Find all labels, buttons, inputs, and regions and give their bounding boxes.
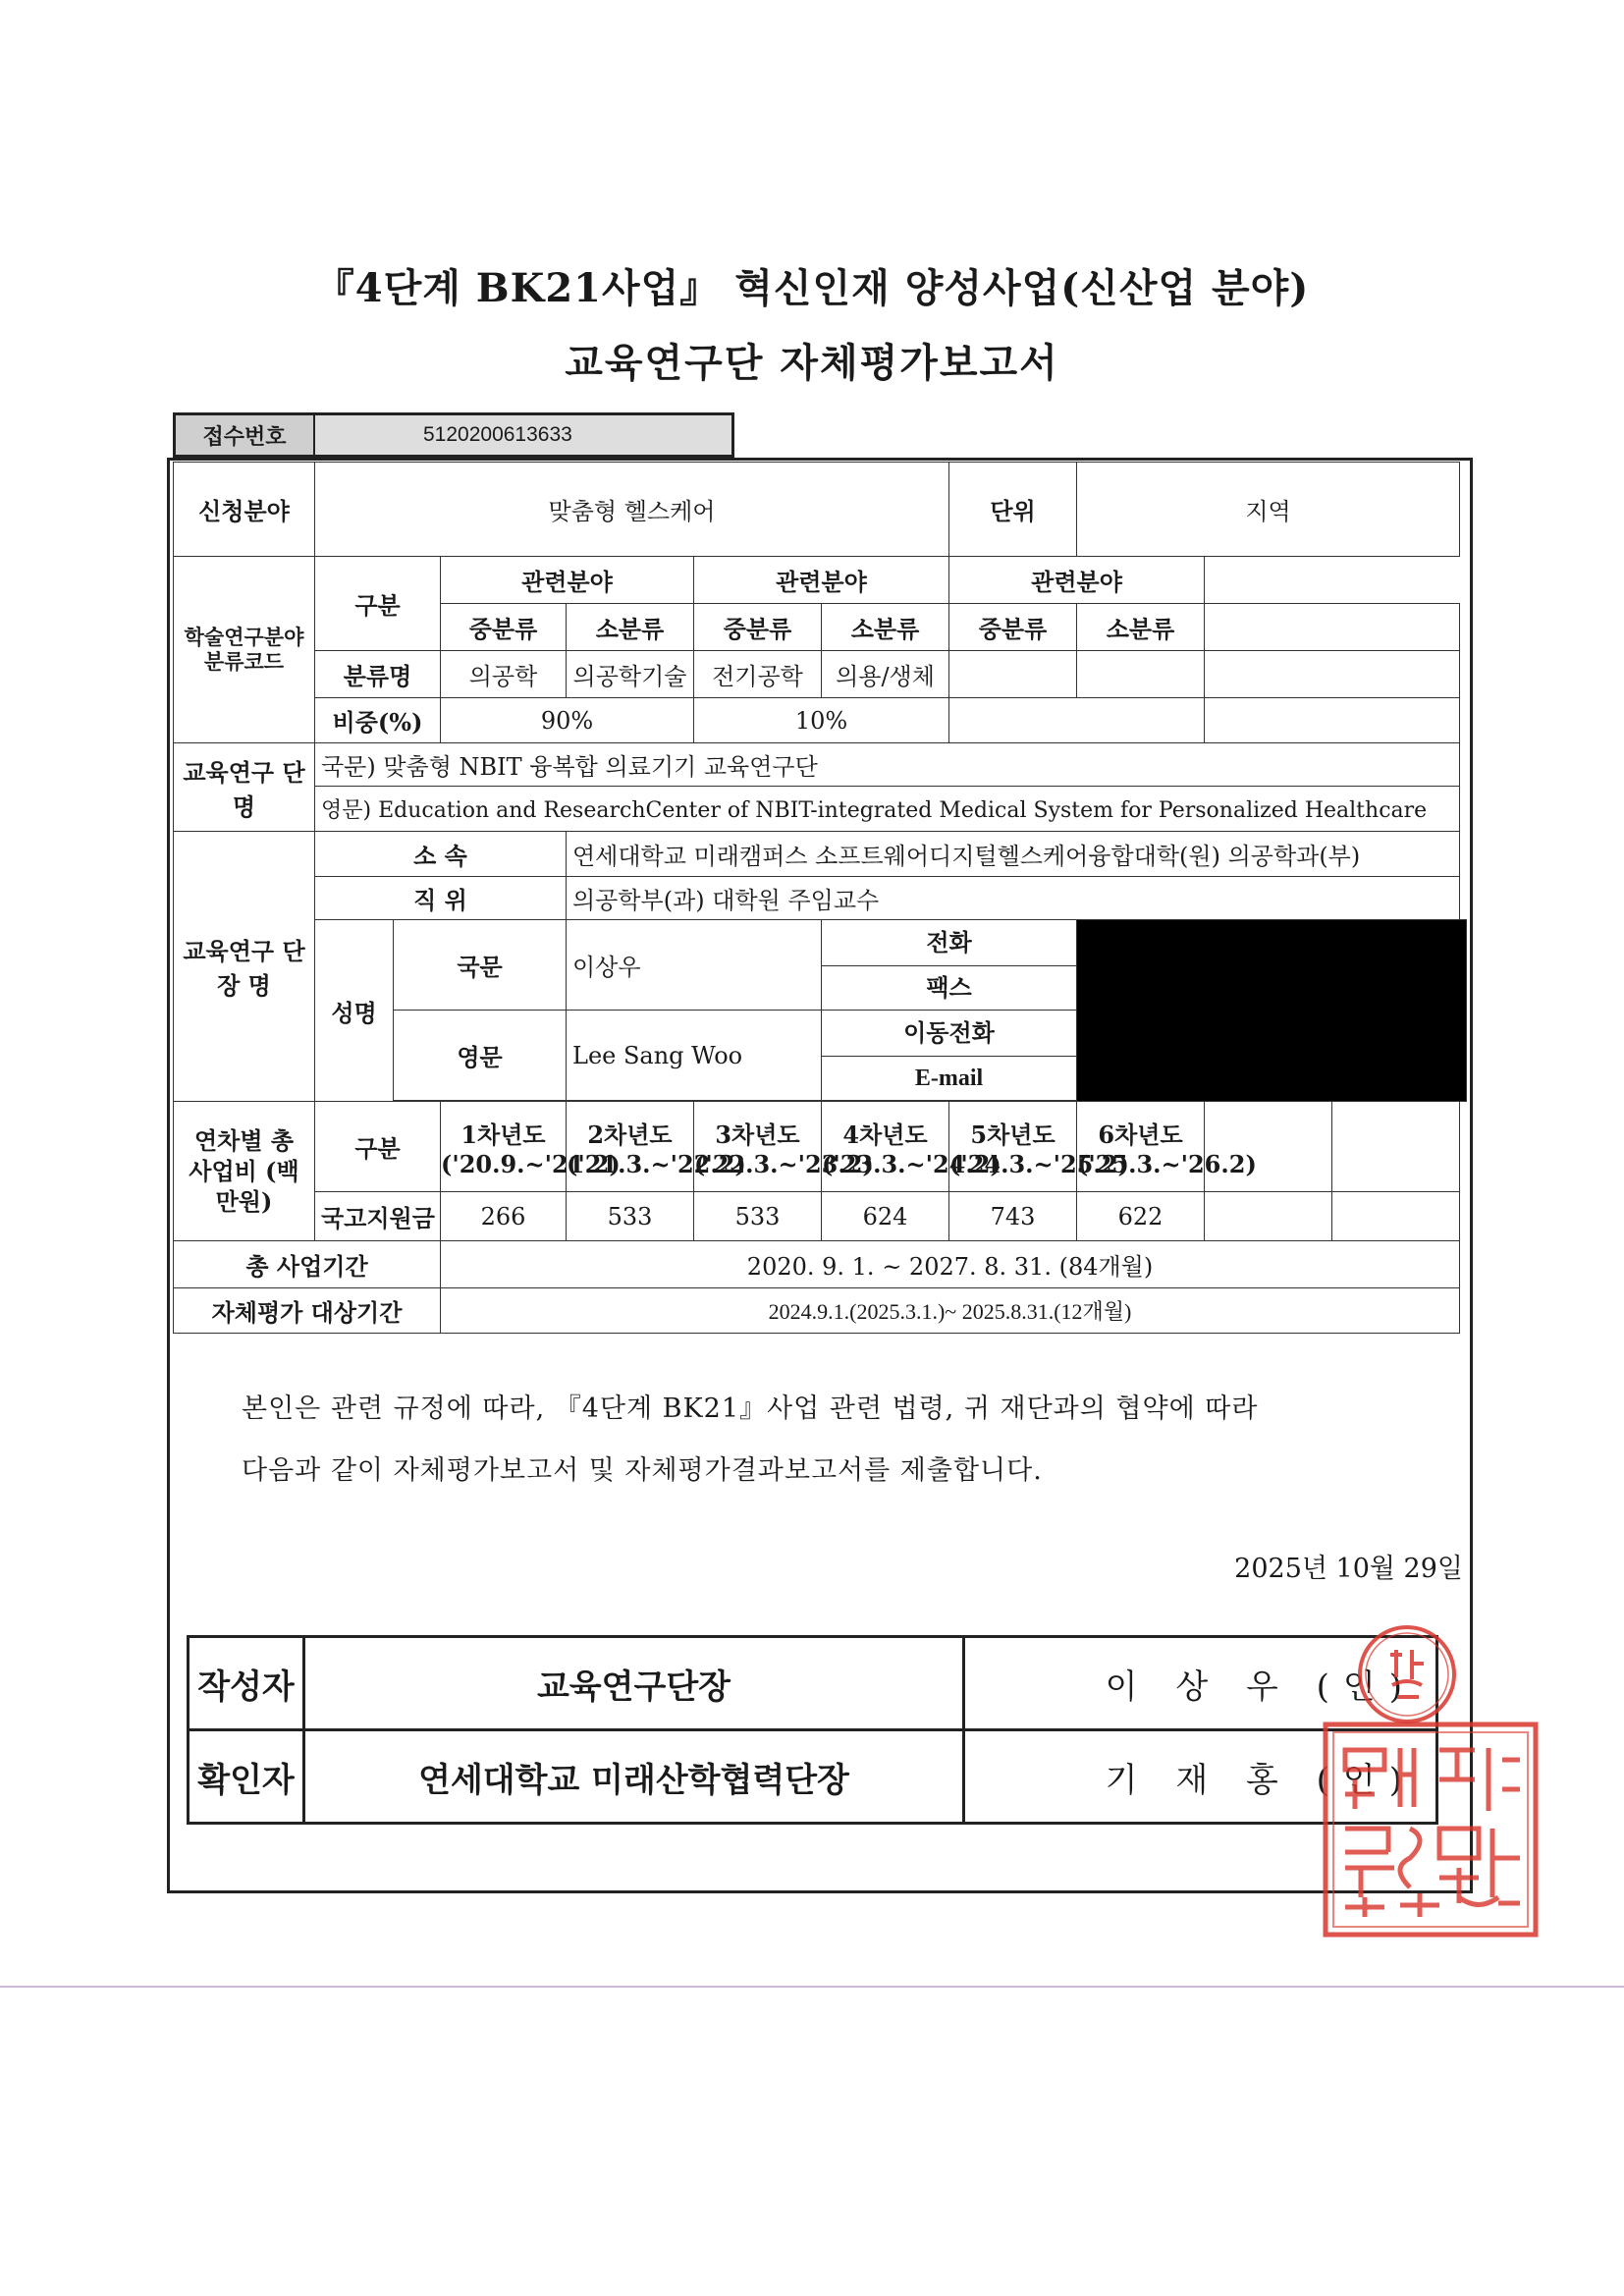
redacted-contact-block [1077,920,1467,1102]
funding-pad [1332,1192,1460,1241]
ratio-label: 비중(%) [315,698,441,743]
eval-period-value: 2024.9.1.(2025.3.1.)~ 2025.8.31.(12개월) [441,1288,1460,1334]
affiliation-label: 소 속 [315,832,567,877]
ratio-value: 90% [441,698,694,743]
group-name-korean: 국문) 맞춤형 NBIT 융복합 의료기기 교육연구단 [315,743,1460,787]
funding-value: 622 [1077,1192,1205,1241]
classification-label: 학술연구분야 분류코드 [174,557,315,743]
affiliation-value: 연세대학교 미래캠퍼스 소프트웨어디지털헬스케어융합대학(원) 의공학과(부) [567,832,1460,877]
receipt-value: 5120200613633 [315,415,731,455]
confirmer-title: 연세대학교 미래산학협력단장 [304,1730,964,1824]
ratio-pad [1205,698,1460,743]
document-title: 『4단계 BK21사업』 혁신인재 양성사업(신산업 분야) [314,265,1310,311]
year-pad [1332,1102,1460,1192]
year-4: 4차년도 ('23.3.~'24.2) [822,1102,949,1192]
class-pad [1205,604,1460,651]
class-name: 의공학기술 [567,651,694,698]
total-period-value: 2020. 9. 1. ~ 2027. 8. 31. (84개월) [441,1241,1460,1288]
class-name: 의공학 [441,651,567,698]
position-label: 직 위 [315,877,567,920]
contact-labels-1 [822,920,1077,1011]
confirmer-name: 기 재 홍 (인) [964,1730,1437,1824]
info-table [173,462,1467,1334]
position-value: 의공학부(과) 대학원 주임교수 [567,877,1460,920]
korean-name-value: 이상우 [567,920,822,1011]
author-title: 교육연구단장 [304,1637,964,1730]
classification-gubun: 구분 [315,557,441,651]
year-1: 1차년도 ('20.9.~'21.2) [441,1102,567,1192]
english-name-value: Lee Sang Woo [567,1011,822,1101]
signature-table [187,1635,1438,1825]
document-subtitle: 교육연구단 자체평가보고서 [565,340,1059,386]
unit-label: 단위 [949,463,1077,557]
funding-value: 533 [567,1192,694,1241]
contact-labels-2 [822,1011,1077,1101]
personal-seal-icon [1353,1620,1461,1728]
year-pad [1205,1102,1332,1192]
funding-value: 266 [441,1192,567,1241]
korean-name-label: 국문 [394,920,567,1011]
report-date: 2025년 10월 29일 [1234,1554,1463,1584]
ratio-value [949,698,1205,743]
related-field-3-pad [1205,557,1460,604]
sub-class-3: 소분류 [1077,604,1205,651]
declaration-line-1: 본인은 관련 규정에 따라, 『4단계 BK21』사업 관련 법령, 귀 재단과의 협약에 따라 [242,1394,1259,1424]
confirmer-role: 확인자 [189,1730,304,1824]
year-3: 3차년도 ('22.3.~'23.2) [694,1102,822,1192]
related-field-3: 관련분야 [949,557,1205,604]
author-name: 이 상 우 (인) [964,1637,1437,1730]
sub-class-1: 소분류 [567,604,694,651]
class-name-label: 분류명 [315,651,441,698]
page-bottom-line [0,1986,1624,1988]
class-name [1077,651,1205,698]
mobile-label: 이동전화 [822,1011,1076,1057]
class-name [949,651,1077,698]
phone-label: 전화 [822,920,1076,966]
funding-value: 624 [822,1192,949,1241]
field-label: 신청분야 [174,463,315,557]
budget-gubun: 구분 [315,1102,441,1192]
year-2: 2차년도 ('21.3.~'22.2) [567,1102,694,1192]
funding-pad [1205,1192,1332,1241]
author-role: 작성자 [189,1637,304,1730]
name-label: 성명 [315,920,394,1102]
declaration-line-2: 다음과 같이 자체평가보고서 및 자체평가결과보고서를 제출합니다. [242,1455,1043,1486]
related-field-1: 관련분야 [441,557,694,604]
class-pad [1205,651,1460,698]
total-period-label: 총 사업기간 [174,1241,441,1288]
eval-period-label: 자체평가 대상기간 [174,1288,441,1334]
english-name-label: 영문 [394,1011,567,1101]
related-field-2: 관련분야 [694,557,949,604]
year-6: 6차년도 ('25.3.~'26.2) [1077,1102,1205,1192]
receipt-number-box [173,412,734,458]
unit-value: 지역 [1077,463,1460,557]
class-name: 전기공학 [694,651,822,698]
email-label: E-mail [914,1066,984,1091]
year-5: 5차년도 ('24.3.~'25.2) [949,1102,1077,1192]
field-value: 맞춤형 헬스케어 [315,463,949,557]
class-name: 의용/생체 [822,651,949,698]
funding-value: 743 [949,1192,1077,1241]
ratio-value: 10% [694,698,949,743]
leader-label: 교육연구 단장 명 [174,832,315,1102]
group-name-label: 교육연구 단 명 [174,743,315,832]
sub-class-2: 소분류 [822,604,949,651]
funding-label: 국고지원금 [315,1192,441,1241]
institution-seal-icon [1322,1721,1540,1939]
mid-class-3: 중분류 [949,604,1077,651]
mid-class-2: 중분류 [694,604,822,651]
receipt-label: 접수번호 [176,415,315,455]
fax-label: 팩스 [926,973,972,1002]
group-name-english: 영문) Education and ResearchCenter of NBIT-integrated Medical System for Personalized Healthcare [315,787,1460,832]
mid-class-1: 중분류 [441,604,567,651]
funding-value: 533 [694,1192,822,1241]
budget-label: 연차별 총 사업비 (백만원) [174,1102,315,1241]
